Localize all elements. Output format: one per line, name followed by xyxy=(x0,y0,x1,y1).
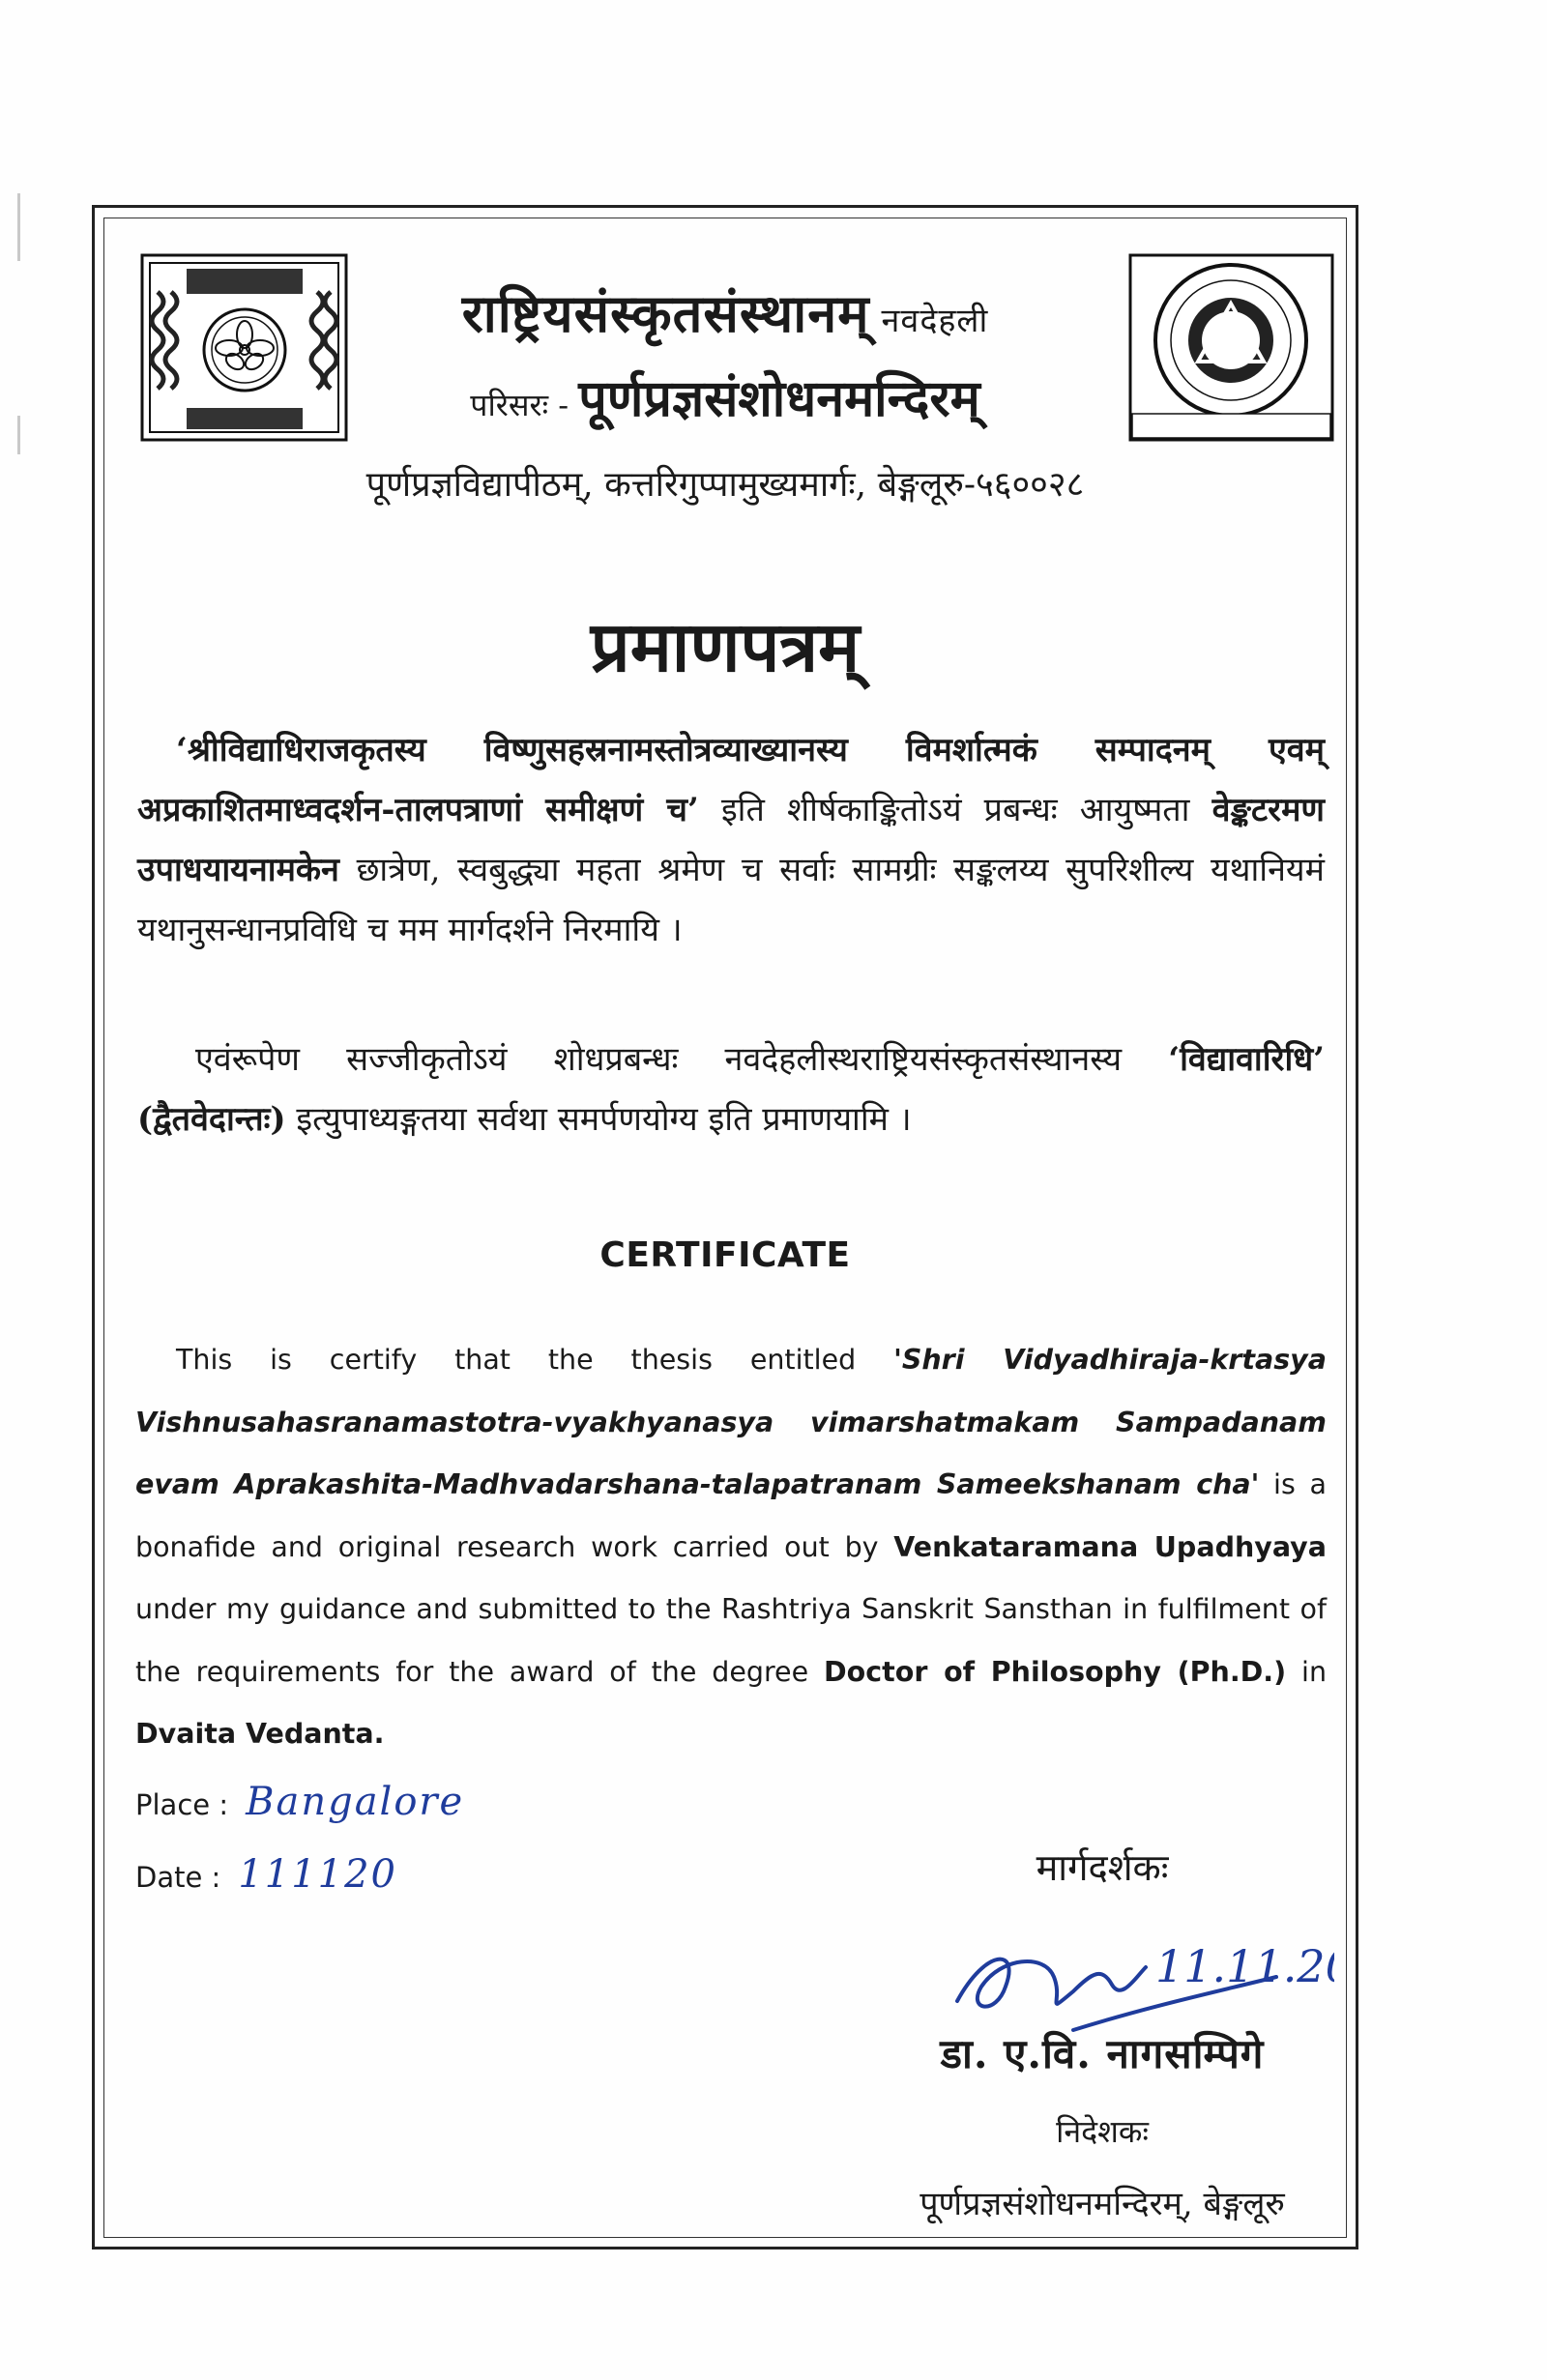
sanskrit-certificate-title: प्रमाणपत्रम् xyxy=(590,605,861,687)
date-value: 111120 xyxy=(238,1852,398,1897)
certificate-heading: CERTIFICATE xyxy=(599,1235,851,1275)
cert-student-name: Venkataramana Upadhyaya xyxy=(893,1530,1327,1563)
sanskrit-p1-mid: इति शीर्षकाङ्कितोऽयं प्रबन्धः आयुष्मता xyxy=(698,791,1212,829)
scan-edge-mark xyxy=(17,193,20,261)
cert-degree: Doctor of Philosophy (Ph.D.) xyxy=(823,1655,1287,1688)
campus-line xyxy=(103,363,1347,431)
scan-edge-mark xyxy=(17,416,20,454)
date-label: Date : xyxy=(135,1861,221,1894)
guide-role: निदेशकः xyxy=(1056,2113,1149,2150)
sanskrit-degree: ‘विद्यावारिधि’ (द्वैतवेदान्तः) xyxy=(137,1040,1325,1139)
place-label: Place : xyxy=(135,1788,229,1821)
sanskrit-p2-start: एवंरूपेण सज्जीकृतोऽयं शोधप्रबन्धः नवदेहलीस्थराष्ट्रियसंस्कृतसंस्थानस्य xyxy=(195,1040,1169,1079)
cert-intro: This is certify that the thesis entitled xyxy=(176,1344,894,1376)
cert-rest: under my guidance and submitted to the Rashtriya Sanskrit Sansthan in fulfilment of the requirements for the award of the degree xyxy=(135,1593,1327,1688)
sanskrit-student-name: वेङ्कटरमण उपाधयायनामकेन xyxy=(137,791,1325,889)
guide-name: डा. ए.वि. नागसम्पिगे xyxy=(940,2030,1265,2077)
cert-thesis-title: 'Shri Vidyadhiraja-krtasya Vishnusahasranamastotra-vyakhyanasya vimarshatmakam Sampadanam evam Aprakashita-Madhvadarshana-talapatranam Sameekshanam cha' xyxy=(135,1344,1327,1500)
place-field xyxy=(135,1780,464,1824)
campus-prefix: परिसरः - xyxy=(470,387,569,423)
institute-name-line xyxy=(103,276,1347,347)
signature-date: 11.11.20 xyxy=(1155,1940,1334,1992)
certificate-body xyxy=(135,1329,1327,1766)
cert-subject-prefix: in xyxy=(1286,1655,1328,1688)
cert-subject: Dvaita Vedanta. xyxy=(135,1718,385,1750)
sanskrit-p1-end: छात्रेण, स्वबुद्ध्या महता श्रमेण च सर्वाः सामग्रीः सङ्कलय्य सुपरिशील्य यथानियमं यथानुसन्धानप्रविधि च मम मार्गदर्शने निरमायि । xyxy=(137,851,1325,949)
sanskrit-thesis-title: ‘श्रीविद्याधिराजकृतस्य विष्णुसहस्रनामस्तोत्रव्याख्यानस्य विमर्शात्मकं सम्पादनम् एवम् अप्रकाशितमाध्वदर्शन-तालपत्राणां समीक्षणं च’ xyxy=(137,731,1325,829)
guide-institution: पूर्णप्रज्ञसंशोधनमन्दिरम्, बेङ्गलूरु xyxy=(919,2185,1285,2223)
sanskrit-p2-end: इत्युपाध्यङ्गतया सर्वथा समर्पणयोग्य इति प्रमाणयामि । xyxy=(285,1100,912,1139)
institute-city: नवदेहली xyxy=(881,302,989,340)
cert-middle: is a bonafide and original research work carried out by xyxy=(135,1468,1327,1563)
institute-name: राष्ट्रियसंस्कृतसंस्थानम् xyxy=(461,282,870,344)
date-field xyxy=(135,1852,397,1897)
campus-name: पूर्णप्रज्ञसंशोधनमन्दिरम् xyxy=(578,369,980,428)
sanskrit-paragraph-1 xyxy=(137,720,1325,960)
sanskrit-paragraph-2 xyxy=(137,1030,1325,1149)
place-value: Bangalore xyxy=(246,1780,465,1824)
guide-label: मार्गदर्शकः xyxy=(1036,1846,1169,1889)
institute-address: पूर्णप्रज्ञविद्यापीठम्, कत्तरिगुप्पामुख्यमार्गः, बेङ्गलूरु-५६००२८ xyxy=(365,465,1085,505)
